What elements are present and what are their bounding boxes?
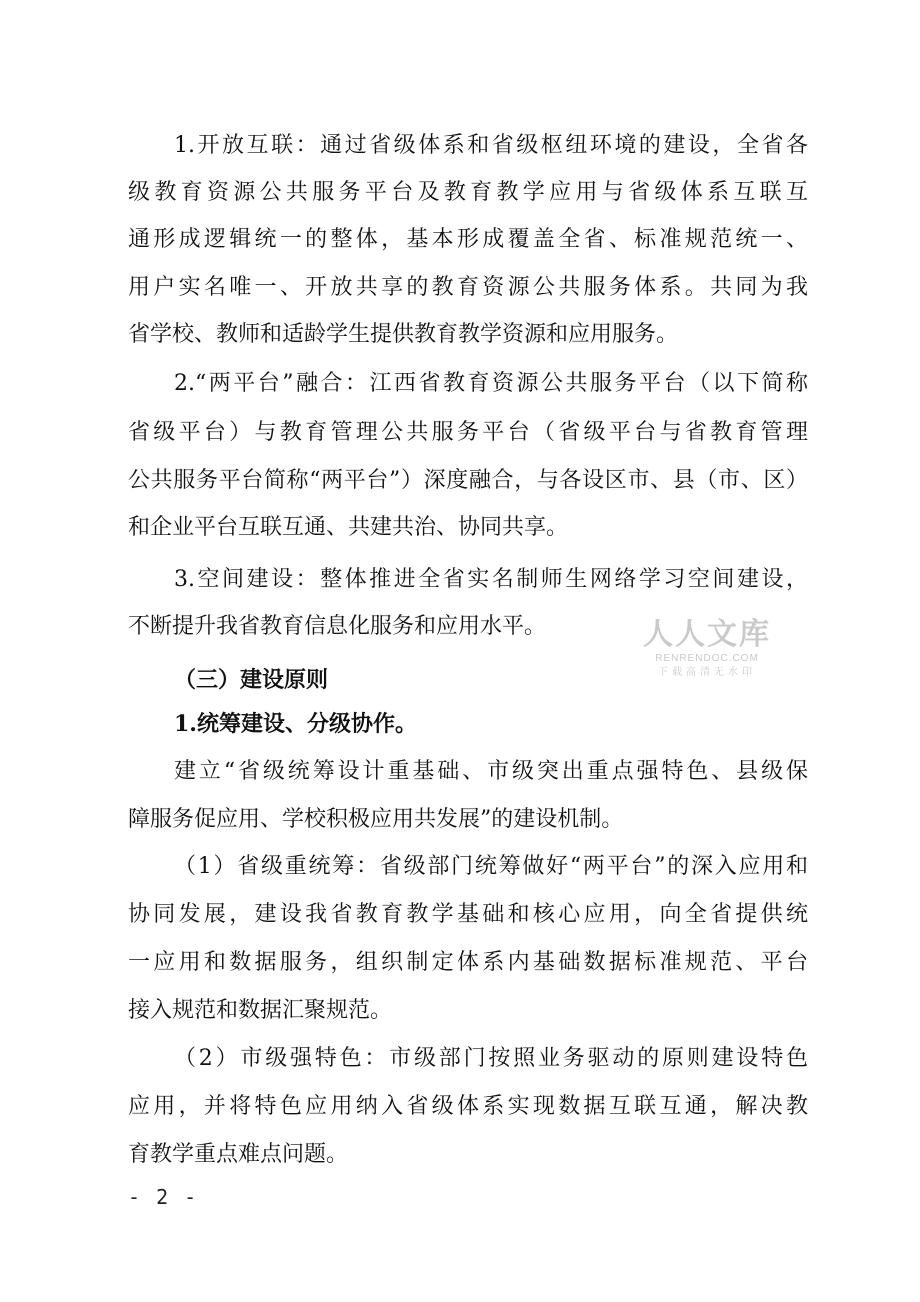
provincial-line-2: 协同发展，建设我省教育教学基础和核心应用，向全省提供统 [128, 902, 808, 927]
municipal-line-2: 应用，并将特色应用纳入省级体系实现数据互联互通，解决教 [128, 1094, 808, 1119]
paragraph-1-line-2: 级教育资源公共服务平台及教育教学应用与省级体系互联互 [128, 180, 808, 205]
watermark-tagline: 下载高清无水印 [658, 667, 756, 678]
paragraph-1-line-1: 1.开放互联：通过省级体系和省级枢纽环境的建设，全省各 [174, 133, 808, 158]
paragraph-2-line-2: 省级平台）与教育管理公共服务平台（省级平台与省教育管理 [128, 420, 808, 445]
paragraph-1-line-4: 用户实名唯一、开放共享的教育资源公共服务体系。共同为我 [128, 275, 808, 300]
page-number: - 2 - [128, 1185, 199, 1209]
paragraph-2-line-1: 2.“两平台”融合：江西省教育资源公共服务平台（以下简称 [174, 371, 808, 396]
municipal-line-3: 育教学重点难点问题。 [128, 1142, 349, 1167]
municipal-line-1: （2）市级强特色：市级部门按照业务驱动的原则建设特色 [174, 1046, 808, 1071]
watermark-logo [640, 618, 774, 680]
provincial-line-1: （1）省级重统筹：省级部门统筹做好“两平台”的深入应用和 [174, 854, 808, 879]
section-heading: （三）建设原则 [174, 667, 329, 693]
paragraph-2-line-4: 和企业平台互联互通、共建共治、协同共享。 [128, 515, 569, 540]
paragraph-2-line-3: 公共服务平台简称“两平台”）深度融合，与各设区市、县（市、区） [128, 468, 808, 493]
mechanism-line-1: 建立“省级统筹设计重基础、市级突出重点强特色、县级保 [174, 759, 808, 784]
subsection-heading: 1.统筹建设、分级协作。 [174, 711, 417, 737]
paragraph-3-line-2: 不断提升我省教育信息化服务和应用水平。 [128, 614, 547, 639]
watermark-title: 人人文库 [643, 618, 771, 651]
watermark-domain: RENRENDOC.COM [655, 653, 759, 664]
provincial-line-4: 接入规范和数据汇聚规范。 [128, 998, 393, 1023]
provincial-line-3: 一应用和数据服务，组织制定体系内基础数据标准规范、平台 [128, 950, 808, 975]
mechanism-line-2: 障服务促应用、学校积极应用共发展”的建设机制。 [128, 807, 624, 832]
paragraph-3-line-1: 3.空间建设：整体推进全省实名制师生网络学习空间建设， [174, 567, 808, 592]
paragraph-1-line-5: 省学校、教师和适龄学生提供教育教学资源和应用服务。 [128, 322, 679, 347]
paragraph-1-line-3: 通形成逻辑统一的整体，基本形成覆盖全省、标准规范统一、 [128, 227, 808, 252]
